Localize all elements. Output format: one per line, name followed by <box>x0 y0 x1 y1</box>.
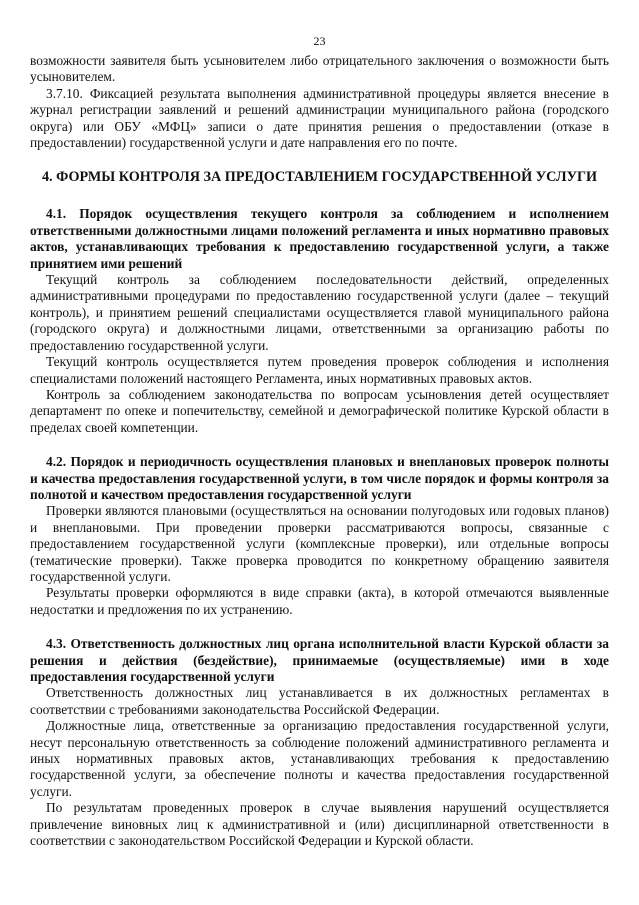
section-title: 4. ФОРМЫ КОНТРОЛЯ ЗА ПРЕДОСТАВЛЕНИЕМ ГОСУДАРСТВЕННОЙ УСЛУГИ <box>41 169 598 186</box>
heading-4-2: 4.2. Порядок и периодичность осуществления плановых и внеплановых проверок полноты и качества предоставления государственной услуги, в том числе порядок и формы контроля за полнотой и качеством предоставления государственной услуги <box>30 454 609 502</box>
paragraph-4-1-2: Текущий контроль осуществляется путем проведения проверок соблюдения и исполнения специалистами положений настоящего Регламента, иных нормативных правовых актов. <box>30 354 609 386</box>
heading-4-3: 4.3. Ответственность должностных лиц органа исполнительной власти Курской области за решения и действия (бездействие), принимаемые (осуществляемые) ими в ходе предоставления государственной услуги <box>30 636 609 684</box>
paragraph-4-2-1: Проверки являются плановыми (осуществляться на основании полугодовых или годовых планов) и внеплановыми. При проведении проверки рассматриваются вопросы, связанные с предоставлением государственной услуги (комплексные проверки), или отдельные вопросы (тематические проверки). Также проверка проводится по конкретному обращению заявителя государственной услуги. <box>30 503 609 584</box>
paragraph-4-3-2: Должностные лица, ответственные за организацию предоставления государственной услуги, несут персональную ответственность за соблюдение положений административного регламента и иных нормативных правовых актов, устанавливающих требования к предоставлению государственной услуги, за обеспечение полноты и качества предоставления государственной услуги. <box>30 718 609 799</box>
section-spacer <box>30 618 609 636</box>
page-number: 23 <box>313 34 326 48</box>
heading-4-1: 4.1. Порядок осуществления текущего контроля за соблюдением и исполнением ответственными должностными лицами положений регламента и иных нормативно правовых актов, устанавливающих требования к предоставлению государственной услуги, а также принятием ими решений <box>30 206 609 271</box>
paragraph-4-3-3: По результатам проведенных проверок в случае выявления нарушений осуществляется привлечение виновных лиц к административной и (или) дисциплинарной ответственности в соответствии с законодательством Российской Федерации и Курской области. <box>30 800 609 849</box>
paragraph-4-1-1: Текущий контроль за соблюдением последовательности действий, определенных административными процедурами по предоставлению государственной услуги (далее – текущий контроль), и принятием решений специалистами осуществляется главой муниципального района (городского округа) и должностными лицами, ответственными за организацию работы по предоставлению государственной услуги. <box>30 272 609 353</box>
paragraph-4-1-3: Контроль за соблюдением законодательства по вопросам усыновления детей осуществляет департамент по опеке и попечительству, семейной и демографической политике Курской области в пределах своей компетенции. <box>30 386 609 435</box>
paragraph-continued: возможности заявителя быть усыновителем либо отрицательного заключения о возможности быть усыновителем. <box>30 53 609 85</box>
paragraph-3-7-10: 3.7.10. Фиксацией результата выполнения административной процедуры является внесение в журнал регистрации заявлений и решений администрации муниципального района (городского округа) или ОБУ «МФЦ» записи о дате принятия решения о предоставлении (отказе в предоставлении) государственной услуги и дате направления его по почте. <box>30 85 609 151</box>
paragraph-4-3-1: Ответственность должностных лиц устанавливается в их должностных регламентах в соответствии с требованиями законодательства Российской Федерации. <box>30 685 609 717</box>
section-spacer <box>30 436 609 454</box>
paragraph-4-2-2: Результаты проверки оформляются в виде справки (акта), в которой отмечаются выявленные недостатки и предложения по их устранению. <box>30 585 609 617</box>
